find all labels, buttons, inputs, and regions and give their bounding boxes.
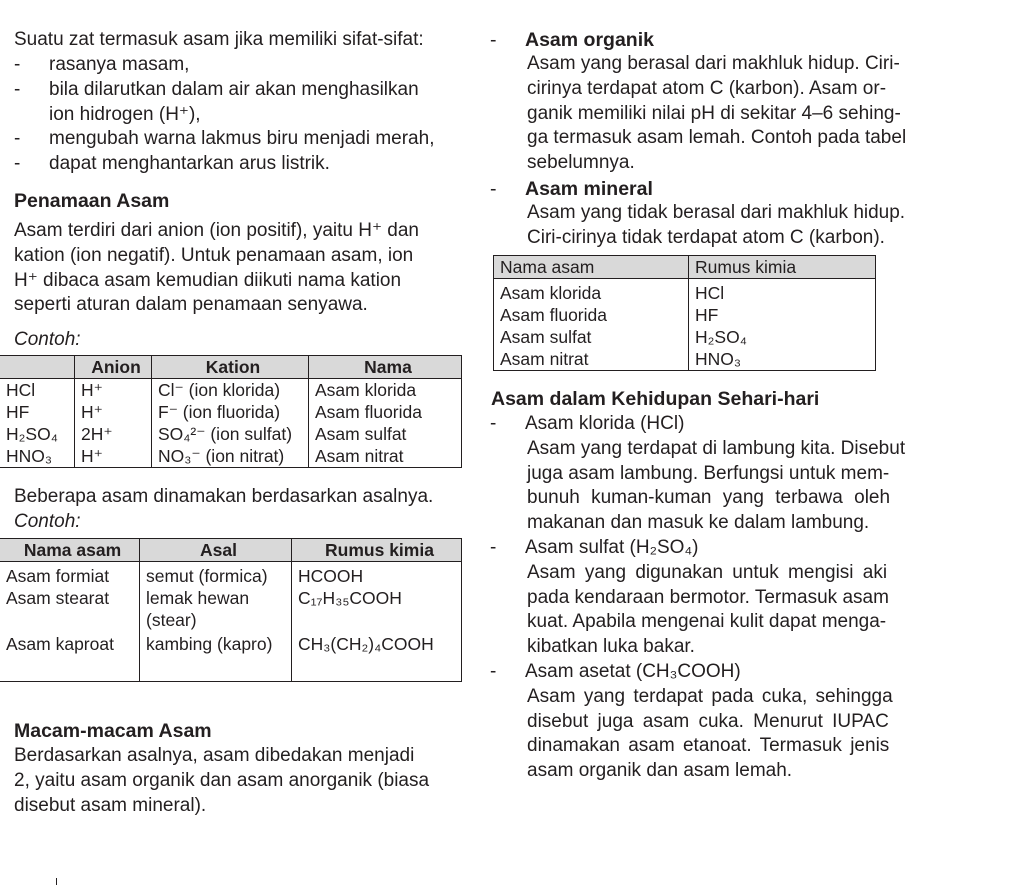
table-cell: Asam sulfat [309, 423, 462, 445]
daily-acid-list [490, 412, 942, 784]
paragraph-line: kuat. Apabila mengenai kulit dapat menga- [527, 611, 887, 633]
table-header: Nama asam [494, 256, 689, 279]
list-item-title: - Asam sulfat (H₂SO₄) [490, 536, 699, 558]
paragraph-line: Berdasarkan asalnya, asam dibedakan menjadi [14, 745, 415, 766]
naming-heading: Penamaan Asam [14, 190, 170, 212]
table-cell: HCl [689, 279, 876, 305]
table-header: Asal [140, 539, 292, 562]
table-header-row [494, 256, 876, 279]
paragraph-line: Ciri-cirinya tidak terdapat atom C (karbon). [527, 226, 885, 248]
paragraph-line: Asam yang tidak berasal dari makhluk hidup. [527, 202, 906, 223]
table-header: Rumus kimia [689, 256, 876, 279]
table-cell: H₂SO₄ [689, 326, 876, 348]
properties-list [14, 53, 466, 177]
paragraph-line: kation (ion negatif). Untuk penamaan asam, ion [14, 244, 414, 266]
table-row [494, 348, 876, 371]
example-label: Contoh: [14, 511, 81, 532]
paragraph-line: 2, yaitu asam organik dan asam anorganik (biasa [14, 769, 430, 791]
paragraph-line: cirinya terdapat atom C (karbon). Asam or- [527, 77, 887, 99]
paragraph-line: kibatkan luka bakar. [527, 636, 695, 658]
table-cell: Cl⁻ (ion klorida) [152, 379, 309, 402]
table-cell: HF [0, 401, 75, 423]
daily-life-heading: Asam dalam Kehidupan Sehari-hari [491, 388, 820, 410]
table-cell: Asam stearat [0, 587, 140, 633]
origin-table [0, 538, 462, 682]
list-item [490, 412, 942, 536]
table-header [0, 356, 75, 379]
table-row [0, 401, 462, 423]
item-body [490, 685, 942, 784]
paragraph-line: makanan dan masuk ke dalam lambung. [527, 512, 870, 534]
table-cell: Asam klorida [494, 279, 689, 305]
table-row [0, 587, 462, 633]
table-row [494, 304, 876, 326]
table-cell: Asam nitrat [309, 445, 462, 468]
table-cell: Asam nitrat [494, 348, 689, 371]
list-item: - rasanya masam, [14, 54, 190, 75]
table-header: Kation [152, 356, 309, 379]
list-item [490, 536, 942, 660]
paragraph-line: asam organik dan asam lemah. [527, 760, 793, 782]
list-item: - mengubah warna lakmus biru menjadi merah, [14, 128, 435, 150]
table-header: Nama asam [0, 539, 140, 562]
paragraph-line: disebut asam mineral). [14, 794, 207, 816]
naming-paragraph [14, 219, 466, 318]
list-item-title: - Asam mineral [490, 178, 653, 200]
table-cell: Asam fluorida [309, 401, 462, 423]
paragraph-line: Asam yang digunakan untuk mengisi aki [527, 561, 888, 583]
table-cell: SO₄²⁻ (ion sulfat) [152, 423, 309, 445]
table-header-row [0, 356, 462, 379]
table-cell: HNO₃ [689, 348, 876, 371]
paragraph-line: Asam yang terdapat di lambung kita. Disebut [527, 437, 906, 459]
table-cell: Asam sulfat [494, 326, 689, 348]
types-paragraph [14, 744, 466, 818]
table-cell: 2H⁺ [75, 423, 152, 445]
table-header: Anion [75, 356, 152, 379]
intro-text: Suatu zat termasuk asam jika memiliki sifat-sifat: [14, 29, 424, 50]
paragraph-line: bunuh kuman-kuman yang terbawa oleh [527, 487, 891, 509]
table-header: Nama [309, 356, 462, 379]
mineral-acid-item [490, 177, 945, 251]
table-cell: H₂SO₄ [0, 423, 75, 445]
table-cell: CH₃(CH₂)₄COOH [292, 633, 462, 682]
list-item-continuation: ion hidrogen (H⁺), [49, 103, 201, 125]
table-cell: F⁻ (ion fluorida) [152, 401, 309, 423]
naming-table [0, 355, 462, 468]
table-cell: Asam formiat [0, 562, 140, 588]
table-row [494, 279, 876, 305]
paragraph-line: Asam terdiri dari anion (ion positif), yaitu H⁺ dan [14, 220, 419, 241]
list-item: - bila dilarutkan dalam air akan menghasilkan [14, 78, 419, 100]
paragraph-line: ga termasuk asam lemah. Contoh pada tabel [527, 127, 907, 149]
paragraph-line: sebelumnya. [527, 152, 635, 174]
item-body [490, 201, 945, 251]
item-body [490, 561, 942, 660]
paragraph-line: H⁺ dibaca asam kemudian diikuti nama kation [14, 269, 402, 291]
paragraph-line: pada kendaraan bermotor. Termasuk asam [527, 586, 889, 608]
table-cell: H⁺ [75, 445, 152, 468]
table-header-row [0, 539, 462, 562]
paragraph-line: seperti aturan dalam penamaan senyawa. [14, 294, 368, 316]
paragraph-line: disebut juga asam cuka. Menurut IUPAC [527, 710, 889, 732]
item-body [490, 52, 945, 176]
table-cell: H⁺ [75, 401, 152, 423]
table-row [0, 379, 462, 402]
list-item-title: - Asam klorida (HCl) [490, 413, 685, 434]
paragraph-line: dinamakan asam etanoat. Termasuk jenis [527, 735, 890, 757]
table-cell: semut (formica) [140, 562, 292, 588]
table-row [0, 445, 462, 468]
table-row [0, 562, 462, 588]
list-item-title: - Asam asetat (CH₃COOH) [490, 660, 741, 682]
table-row [0, 633, 462, 682]
example-label: Contoh: [14, 329, 81, 350]
types-heading: Macam-macam Asam [14, 720, 212, 742]
list-item-title: - Asam organik [490, 29, 654, 51]
table-cell: Asam fluorida [494, 304, 689, 326]
table-header: Rumus kimia [292, 539, 462, 562]
list-item [490, 660, 942, 784]
table-cell: Asam kaproat [0, 633, 140, 682]
table-cell: lemak hewan (stear) [140, 587, 292, 633]
table-cell: HF [689, 304, 876, 326]
paragraph-line: Asam yang terdapat pada cuka, sehingga [527, 685, 893, 707]
acid-formula-table [493, 255, 876, 371]
paragraph-line: juga asam lambung. Berfungsi untuk mem- [527, 462, 890, 484]
table-cell: HCOOH [292, 562, 462, 588]
organic-acid-item [490, 28, 945, 176]
table-cell: C₁₇H₃₅COOH [292, 587, 462, 633]
page-edge-mark [56, 878, 57, 885]
table-cell: Asam klorida [309, 379, 462, 402]
paragraph-line: ganik memiliki nilai pH di sekitar 4–6 sehing- [527, 102, 901, 124]
origin-text: Beberapa asam dinamakan berdasarkan asalnya. [14, 486, 434, 507]
table-cell: H⁺ [75, 379, 152, 402]
table-cell: NO₃⁻ (ion nitrat) [152, 445, 309, 468]
paragraph-line: Asam yang berasal dari makhluk hidup. Ciri- [527, 53, 900, 74]
list-item: - dapat menghantarkan arus listrik. [14, 153, 330, 175]
table-cell: HCl [0, 379, 75, 402]
table-cell: HNO₃ [0, 445, 75, 468]
table-row [0, 423, 462, 445]
table-row [494, 326, 876, 348]
table-cell: kambing (kapro) [140, 633, 292, 682]
item-body [490, 437, 942, 536]
